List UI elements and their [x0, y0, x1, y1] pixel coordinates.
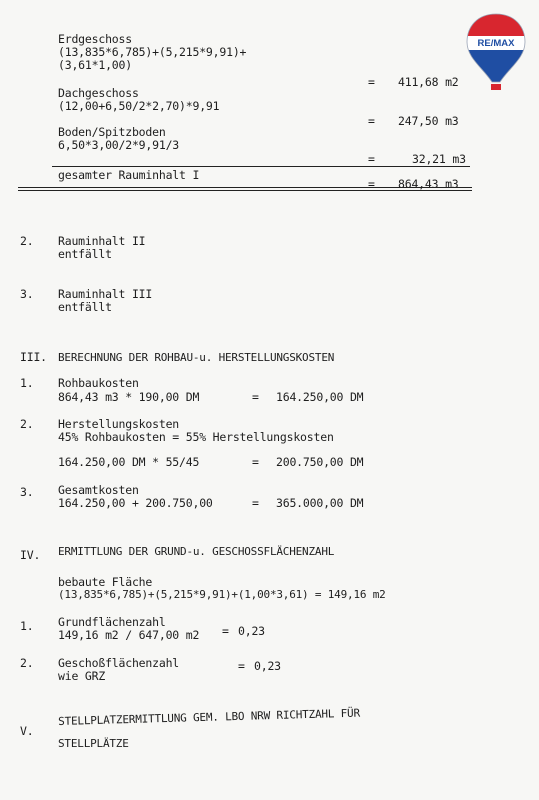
erdgeschoss-equals: = — [368, 75, 375, 89]
erdgeschoss-formula-line1: (13,835*6,785)+(5,215*9,91)+ — [58, 45, 247, 59]
section4-heading: ERMITTLUNG DER GRUND-u. GESCHOSSFLÄCHENZAHL — [58, 545, 335, 558]
rohbau-calc: 864,43 m3 * 190,00 DM — [58, 390, 200, 404]
raum3-title: Rauminhalt III — [58, 287, 153, 301]
gesamt-title: Gesamtkosten — [58, 483, 139, 497]
section5-heading-line1: STELLPLATZERMITTLUNG GEM. LBO NRW RICHTZAHL FÜR — [58, 706, 361, 728]
erdgeschoss-result: 411,68 m2 — [398, 75, 459, 89]
boden-equals: = — [368, 152, 375, 166]
gesamt-equals: = — [252, 496, 259, 510]
gfz-number: 2. — [20, 656, 34, 670]
gfz-title: Geschoßflächenzahl — [58, 656, 180, 670]
raum3-note: entfällt — [58, 300, 112, 314]
total-result: 864,43 m3 — [398, 177, 459, 191]
raum2-title: Rauminhalt II — [58, 234, 146, 248]
remax-balloon-logo — [465, 12, 527, 92]
section5-number: V. — [20, 724, 34, 738]
bebaute-flaeche-formula: (13,835*6,785)+(5,215*9,91)+(1,00*3,61) = 149,16 m2 — [58, 588, 386, 601]
total-equals: = — [368, 177, 375, 191]
gfz-note: wie GRZ — [58, 669, 106, 683]
boden-result: 32,21 m3 — [412, 152, 466, 166]
section3-heading: BERECHNUNG DER ROHBAU-u. HERSTELLUNGSKOSTEN — [58, 351, 335, 364]
rohbau-number: 1. — [20, 376, 34, 390]
boden-label: Boden/Spitzboden — [58, 125, 166, 139]
grz-calc: 149,16 m2 / 647,00 m2 — [58, 628, 200, 642]
grz-equals: = — [222, 624, 229, 638]
raum2-note: entfällt — [58, 247, 112, 261]
boden-formula: 6,50*3,00/2*9,91/3 — [58, 138, 180, 152]
grz-number: 1. — [20, 619, 34, 633]
bebaute-flaeche-label: bebaute Fläche — [58, 575, 153, 589]
herstellung-number: 2. — [20, 417, 34, 431]
section5-heading-line2: STELLPLÄTZE — [58, 737, 129, 750]
herstellung-note: 45% Rohbaukosten = 55% Herstellungskosten — [58, 430, 334, 444]
grz-title: Grundflächenzahl — [58, 615, 166, 629]
erdgeschoss-label: Erdgeschoss — [58, 32, 132, 46]
raum3-number: 3. — [20, 287, 34, 301]
gesamt-number: 3. — [20, 485, 34, 499]
dachgeschoss-result: 247,50 m3 — [398, 114, 459, 128]
gfz-equals: = — [238, 659, 245, 673]
gesamt-calc: 164.250,00 + 200.750,00 — [58, 496, 213, 510]
herstellung-equals: = — [252, 455, 259, 469]
section4-number: IV. — [20, 548, 41, 562]
erdgeschoss-formula-line2: (3,61*1,00) — [58, 58, 132, 72]
section3-number: III. — [20, 350, 47, 364]
herstellung-title: Herstellungskosten — [58, 417, 180, 431]
gesamt-result: 365.000,00 DM — [276, 496, 364, 510]
rohbau-equals: = — [252, 390, 259, 404]
rohbau-result: 164.250,00 DM — [276, 390, 364, 404]
dachgeschoss-label: Dachgeschoss — [58, 86, 139, 100]
herstellung-calc: 164.250,00 DM * 55/45 — [58, 455, 200, 469]
dachgeschoss-equals: = — [368, 114, 375, 128]
raum2-number: 2. — [20, 234, 34, 248]
remax-logo-text: RE/MAX — [477, 38, 515, 49]
total-label: gesamter Rauminhalt I — [58, 168, 200, 182]
herstellung-result: 200.750,00 DM — [276, 455, 364, 469]
dachgeschoss-formula: (12,00+6,50/2*2,70)*9,91 — [58, 99, 220, 113]
gfz-result: 0,23 — [254, 659, 281, 673]
total-double-rule-top — [18, 187, 472, 188]
subtotal-rule — [52, 166, 470, 167]
grz-result: 0,23 — [238, 624, 265, 638]
rohbau-title: Rohbaukosten — [58, 376, 139, 390]
total-double-rule-bottom — [18, 190, 472, 191]
